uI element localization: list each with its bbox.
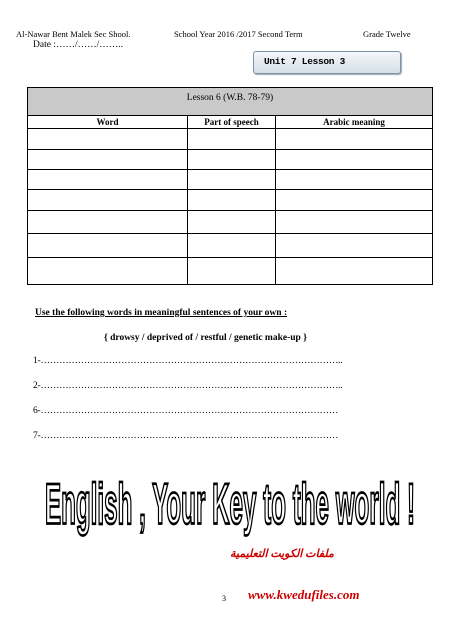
website-link[interactable]: www.kwedufiles.com xyxy=(248,587,360,602)
arabic-logo: ملفات الكويت التعليمية xyxy=(230,548,334,560)
date-line: Date :……/……/…….. xyxy=(33,40,123,50)
column-header-part-of-speech: Part of speech xyxy=(188,116,275,129)
row-divider xyxy=(28,257,432,258)
column-divider xyxy=(275,116,276,284)
row-divider xyxy=(28,233,432,234)
row-divider xyxy=(28,189,432,190)
sentence-line-1[interactable]: 1-…………………………………………………………………………………….. xyxy=(33,356,343,366)
unit-lesson-box xyxy=(253,51,401,74)
row-divider xyxy=(28,210,432,211)
column-header-word: Word xyxy=(28,116,187,129)
table-title: Lesson 6 (W.B. 78-79) xyxy=(28,88,432,116)
grade-label: Grade Twelve xyxy=(363,29,411,39)
sentence-line-2[interactable]: 2-…………………………………………………………………………………….. xyxy=(33,381,343,391)
slogan-text: English , Your Key to the world ! xyxy=(44,472,415,538)
slogan-wordart xyxy=(40,460,420,540)
column-divider xyxy=(187,116,188,284)
row-divider xyxy=(28,149,432,150)
word-list: { drowsy / deprived of / restful / genetic make-up } xyxy=(104,333,307,343)
exercise-instruction: Use the following words in meaningful sentences of your own : xyxy=(35,308,288,318)
row-divider xyxy=(28,169,432,170)
school-year: School Year 2016 /2017 Second Term xyxy=(174,29,303,39)
column-header-arabic-meaning: Arabic meaning xyxy=(276,116,432,129)
school-name: Al-Nawar Bent Malek Sec Shool. xyxy=(16,29,131,39)
sentence-line-6[interactable]: 6-…………………………………………………………………………………… xyxy=(33,406,339,416)
page-number: 3 xyxy=(222,594,226,603)
vocabulary-table xyxy=(27,87,433,285)
unit-lesson-label: Unit 7 Lesson 3 xyxy=(264,56,346,67)
sentence-line-7[interactable]: 7-…………………………………………………………………………………… xyxy=(33,431,339,441)
